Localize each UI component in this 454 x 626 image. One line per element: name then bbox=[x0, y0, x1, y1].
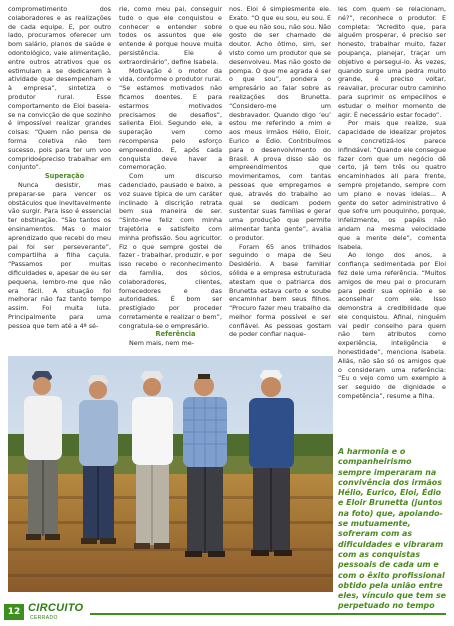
article-column-2 bbox=[119, 5, 222, 348]
magazine-logo-subtitle: CERRADO bbox=[30, 615, 58, 621]
paragraph: Por mais que realize, sua capacidade de idealizar projetos e concretizá-los parece infindável. “Quando ele consegue fazer com que um negócio dê certo, já tem três ou quatro encaminhados ali para frente, sempre projetando, sempre com um plano e novas ideias... A gente do setor administrativo é que sofre um pouquinho, porque, infelizmente, os papéis não andam na mesma velocidade que a mente dele”, comenta Isabela. bbox=[338, 119, 446, 251]
paragraph: nos. Eloi é simplesmente ele. Exato. “O que eu sou, eu sou. E o que eu não sou, não sou. Não gosto de ser chamado de doutor. Acho ótimo, sim, ser visto como um produtor que se desenvolveu. Mas não gosto de pompa. O que me agrada é ser o que sou”, pondera o empresário ao falar sobre as realizações dos Brunetta. “Considero-me um desbravador. Quando digo ‘eu’ estou me referindo a mim e aos meus irmãos Hélio, Eloir, Eurico e Édio. Contribuímos para o desenvolvimento do Brasil. A prova disso são os empreendimentos que movimentamos, com tantas pessoas que empregamos e que, através do trabalho ao qual se dedicam podem sustentar suas famílias e gerar uma produção que permite alimentar tanta gente”, avalia o produtor. bbox=[229, 5, 331, 242]
paragraph: comprometimento dos colaboradores e as realizações de cada equipe. E, por outro lado, procuramos oferecer um bom salário, planos de saúde e odontológico, vale alimentação, entre outros atrativos que os estimulam a se dedicarem à atividade que desempenham e à empresa”, sintetiza o produtor rural. Esse comportamento de Eloi baseia-se na convicção de que sozinho é impossível realizar grandes coisas: “Quem não pensa de forma coletiva não tem sucesso, pois para ter um voo compridoépreciso trabalhar em conjunto”. bbox=[8, 5, 111, 172]
footer-divider bbox=[90, 613, 446, 615]
paragraph: Com um discurso cadenciado, pausado e baixo, a voz suave típica de um caráter inclinado à discrição retrata bem sua maneira de ser. “Sinto-me feliz com minha trajetória e satisfeito com minha profissão. Sou agricultor. Fiz o que sempre gostei de fazer - trabalhar, produzir, e por isso recebo o reconhecimento da família, dos sócios, colaboradores, clientes, fornecedores e das autoridades. É bom ser prestigiado por proceder corretamente e realizar o bem”, congratula-se o empresário. bbox=[119, 172, 222, 330]
paragraph: Ao longo dos anos, a confiança sedimentada por Eloi fez dele uma referência. “Muitos amigos de meu pai o procuram para pedir sua opinião e se aconselhar com ele. Isso demonstra a credibilidade que ele conquistou. Afinal, ninguém vai pedir conselho para quem não tem atributos como experiência, inteligência e honestidade”, menciona Isabela. Aliás, não são só os amigos que o consideram uma referência: “Eu o vejo como um exemplo a ser seguido de dignidade e competência”, resume a filha. bbox=[338, 251, 446, 401]
page-number: 12 bbox=[4, 604, 24, 620]
brothers-photo bbox=[8, 356, 333, 592]
magazine-logo: CIRCUITO bbox=[28, 602, 84, 614]
article-column-3 bbox=[229, 5, 331, 339]
paragraph: Nem mais, nem me- bbox=[129, 339, 194, 348]
article-column-4 bbox=[338, 5, 446, 401]
paragraph: rie, como meu pai, conseguir tudo o que ele conquistou e conhecer e entender sobre todos os assuntos que ele entende é porque houve muita persistência. Ele é extraordinário”, define Isabela. bbox=[119, 5, 222, 66]
paragraph: Motivação é o motor da vida, conforme o produtor rural. “Se estamos motivados não ficamos doentes. E para estarmos motivados precisamos de desafios”, salienta Eloi. Segundo ele, a superação vem como recompensa pelo esforço empreendido. E, após cada conquista deve haver a comemoração. bbox=[119, 66, 222, 172]
paragraph: les com quem se relacionam, né?”, reconhece o produtor. E completa: “Acredito que, para alguém prosperar, é preciso ser honesto, trabalhar muito, fazer poupança, planejar, traçar um objetivo e persegui-lo. Às vezes, quando surge uma pedra muito grande, é preciso voltar, reavaliar, procurar outro caminho para suprimir os empecilhos e estudar o melhor momento de agir. É necessário estar focado”. bbox=[338, 5, 446, 119]
paragraph: Nunca desistir, mas preparar-se para vencer os obstáculos que inevitavelmente vão surgir. Para isso é essencial ter obstinação. “São tantos os ensinamentos. Mas o maior aprendizado que recebi do meu pai foi ser perseverante”, compartilha a filha caçula. “Passamos por muitas dificuldades e, apesar de eu ser pequena, lembro-me que não era fácil. A situação foi melhorar não faz tanto tempo assim. Foi muita luta. Principalmente para uma pessoa que tem até a 4ª sé- bbox=[8, 180, 111, 330]
paragraph: Foram 65 anos trilhados seguindo o mapa de Seu Desidério. A base familiar sólida e a empresa estruturada atestam que o patriarca dos Brunetta estava certo e soube encaminhar bem seus filhos. “Procuro fazer meu trabalho da melhor forma possível e ser confiável. As pessoas gostam de poder confiar naque- bbox=[229, 242, 331, 339]
page-footer bbox=[0, 600, 454, 626]
section-heading-referencia: Referência bbox=[155, 330, 196, 339]
section-heading-superacao: Superação bbox=[44, 172, 85, 181]
photo-caption: A harmonia e o companheirismo sempre imperaram na convivência dos irmãos Hélio, Eurico, Eloi, Édio e Eloir Brunetta (juntos na foto) que, apoiando-se mutuamente, sofreram com as dificuldades e vibraram com as conquistas pessoais de cada um e com o êxito profissional obtido pela união entre eles, vínculo que tem se perpetuado no tempo bbox=[338, 447, 446, 611]
